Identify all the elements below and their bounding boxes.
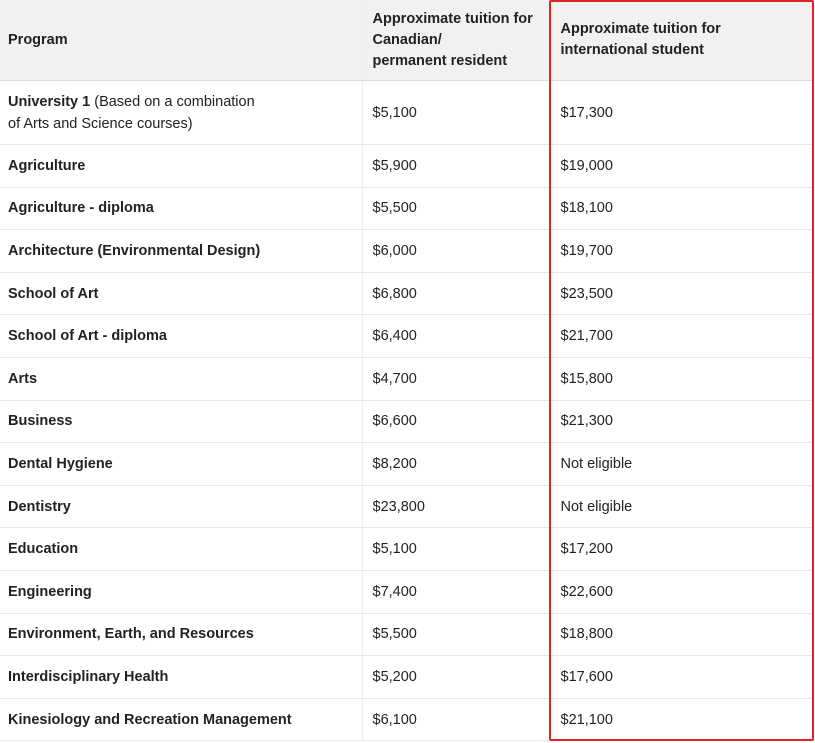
program-name-text: School of Art [8, 285, 99, 302]
canadian-tuition-cell: $6,000 [362, 230, 550, 273]
table-row [0, 570, 813, 613]
international-tuition-cell: $17,300 [550, 81, 813, 145]
program-name [0, 400, 362, 443]
international-tuition-cell: $15,800 [550, 357, 813, 400]
program-name [0, 272, 362, 315]
program-name [0, 187, 362, 230]
header-canadian-line2: permanent resident [372, 52, 508, 69]
header-international-tuition: Approximate tuition for international student [550, 0, 813, 81]
program-name-text: Kinesiology and Recreation Management [8, 711, 292, 728]
program-name-text: Environment, Earth, and Resources [8, 626, 254, 643]
international-tuition-cell: $17,200 [550, 528, 813, 571]
international-tuition-cell: $21,700 [550, 315, 813, 358]
program-name [0, 613, 362, 656]
program-cell [0, 81, 362, 145]
canadian-tuition-cell: $5,100 [362, 81, 550, 145]
canadian-tuition-cell: $6,800 [362, 272, 550, 315]
international-tuition-cell: $21,300 [550, 400, 813, 443]
program-name [0, 528, 362, 571]
program-name [0, 485, 362, 528]
program-name: University 1 [8, 93, 91, 110]
program-name-text: Agriculture [8, 157, 86, 174]
header-row [0, 0, 813, 81]
program-note-line2: of Arts and Science courses) [8, 115, 193, 132]
program-name-text: Interdisciplinary Health [8, 668, 169, 685]
program-name [0, 315, 362, 358]
canadian-tuition-cell: $4,700 [362, 357, 550, 400]
program-name [0, 443, 362, 486]
program-name-text: Dentistry [8, 498, 71, 515]
canadian-tuition-cell: $5,500 [362, 613, 550, 656]
canadian-tuition-cell: $6,100 [362, 698, 550, 741]
table-row [0, 315, 813, 358]
program-name [0, 230, 362, 273]
table-body [0, 81, 813, 741]
program-name-text: Engineering [8, 583, 92, 600]
international-tuition-cell: Not eligible [550, 443, 813, 486]
table-row [0, 272, 813, 315]
international-tuition-cell: $19,700 [550, 230, 813, 273]
table-header [0, 0, 813, 81]
program-note: (Based on a combination [90, 93, 255, 110]
canadian-tuition-cell: $5,900 [362, 145, 550, 188]
international-tuition-cell: $18,800 [550, 613, 813, 656]
canadian-tuition-cell: $6,400 [362, 315, 550, 358]
canadian-tuition-cell: $5,100 [362, 528, 550, 571]
table-row [0, 81, 813, 145]
program-name [0, 698, 362, 741]
program-name [0, 656, 362, 699]
program-name-text: School of Art - diploma [8, 328, 167, 345]
canadian-tuition-cell: $8,200 [362, 443, 550, 486]
international-tuition-cell: $17,600 [550, 656, 813, 699]
international-tuition-cell: $18,100 [550, 187, 813, 230]
table-row [0, 400, 813, 443]
table-row [0, 613, 813, 656]
table-row [0, 187, 813, 230]
table-row [0, 528, 813, 571]
program-name [0, 145, 362, 188]
canadian-tuition-cell: $5,500 [362, 187, 550, 230]
table-row [0, 145, 813, 188]
table-row [0, 698, 813, 741]
table-row [0, 443, 813, 486]
program-name-text: Agriculture - diploma [8, 200, 154, 217]
table-row [0, 357, 813, 400]
canadian-tuition-cell: $23,800 [362, 485, 550, 528]
program-name-text: Education [8, 541, 79, 558]
header-canadian-line1: Approximate tuition for Canadian/ [372, 10, 533, 48]
program-name-text: Arts [8, 370, 38, 387]
program-name-text: Dental Hygiene [8, 455, 113, 472]
international-tuition-cell: $21,100 [550, 698, 813, 741]
canadian-tuition-cell: $5,200 [362, 656, 550, 699]
header-program: Program [0, 0, 362, 81]
canadian-tuition-cell: $6,600 [362, 400, 550, 443]
international-tuition-cell: $23,500 [550, 272, 813, 315]
international-tuition-cell: Not eligible [550, 485, 813, 528]
international-tuition-cell: $19,000 [550, 145, 813, 188]
canadian-tuition-cell: $7,400 [362, 570, 550, 613]
international-tuition-cell: $22,600 [550, 570, 813, 613]
table-row [0, 656, 813, 699]
table-row [0, 230, 813, 273]
program-name [0, 357, 362, 400]
program-name [0, 570, 362, 613]
table-row [0, 485, 813, 528]
program-name-text: Architecture (Environmental Design) [8, 242, 261, 259]
header-canadian-tuition [362, 0, 550, 81]
program-name-text: Business [8, 413, 73, 430]
